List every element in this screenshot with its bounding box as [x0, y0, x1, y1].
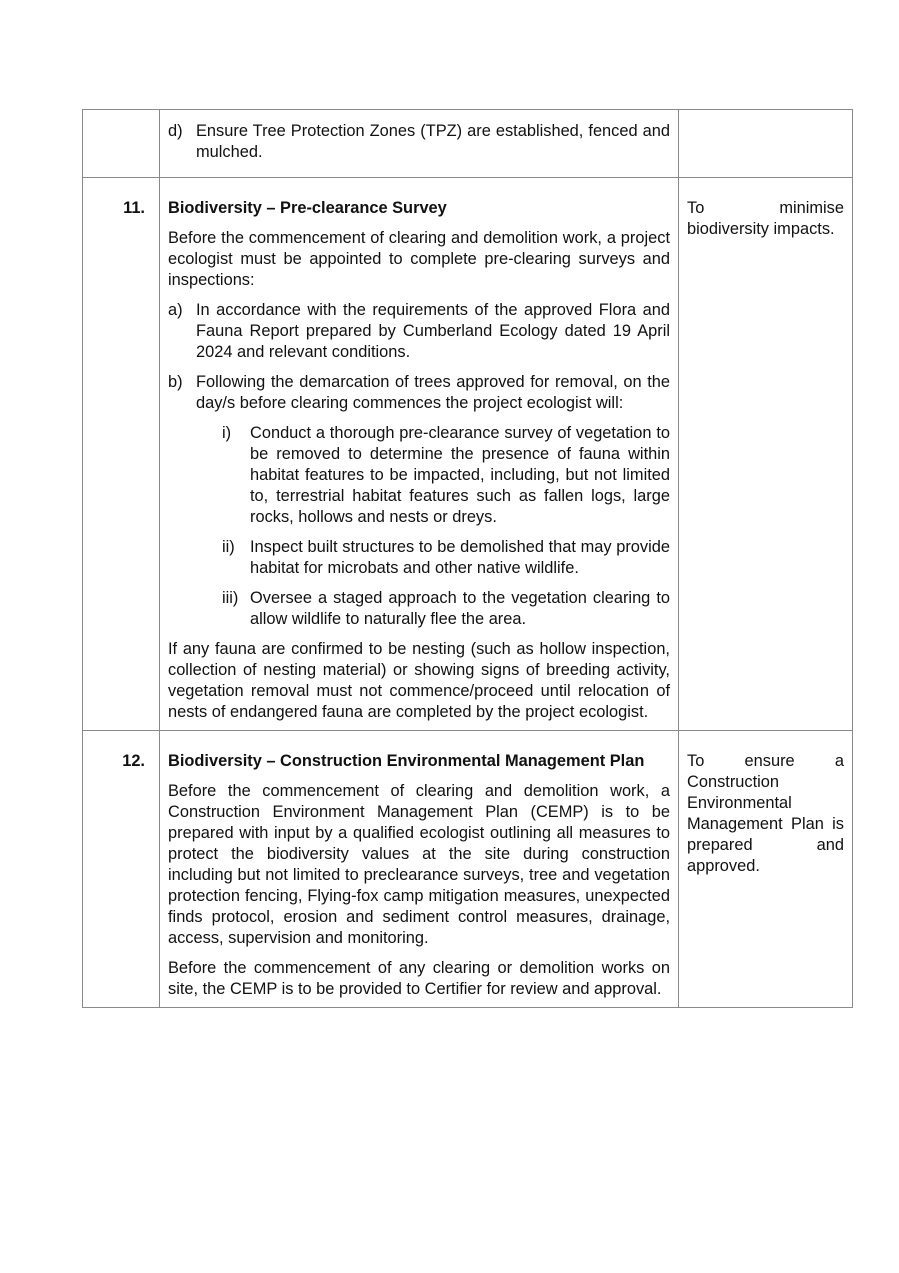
sub-list-item-text: Inspect built structures to be demolished that may provide habitat for microbats and other native wildlife. — [250, 538, 670, 577]
condition-reason-cell — [679, 110, 853, 178]
condition-number: 11. — [123, 199, 145, 217]
condition-paragraph: Before the commencement of any clearing or demolition works on site, the CEMP is to be provided to Certifier for review and approval. — [168, 959, 670, 998]
condition-body-cell — [160, 110, 679, 178]
condition-reason: To minimise biodiversity impacts. — [687, 199, 844, 238]
list-item — [168, 372, 670, 414]
condition-body-cell — [160, 731, 679, 1008]
list-item — [168, 121, 670, 163]
condition-reason-cell — [679, 731, 853, 1008]
table-row — [83, 731, 853, 1008]
sub-list-item — [168, 588, 670, 630]
sub-list-item — [168, 537, 670, 579]
sub-list-item-label: ii) — [222, 538, 235, 556]
list-item-label: d) — [168, 122, 183, 140]
table-row — [83, 110, 853, 178]
condition-reason-cell — [679, 178, 853, 731]
condition-number: 12. — [122, 752, 145, 770]
table-row — [83, 178, 853, 731]
sub-list-item-text: Conduct a thorough pre-clearance survey of vegetation to be removed to determine the presence of fauna within habitat features to be impacted, including, but not limited to, terrestrial habitat features such as fallen logs, large rocks, hollows and nests or dreys. — [250, 424, 670, 526]
list-item-text: In accordance with the requirements of the approved Flora and Fauna Report prepared by Cumberland Ecology dated 19 April 2024 and relevant conditions. — [196, 301, 670, 361]
condition-number-cell — [83, 110, 160, 178]
list-item-label: a) — [168, 301, 183, 319]
sub-list-item-label: i) — [222, 424, 232, 442]
condition-paragraph: Before the commencement of clearing and demolition work, a Construction Environment Management Plan (CEMP) is to be prepared with input by a qualified ecologist outlining all measures to protect the biodiversity values at the site during construction including but not limited to preclearance surveys, tree and vegetation protection fencing, Flying-fox camp mitigation measures, unexpected finds protocol, erosion and sediment control measures, drainage, access, supervision and monitoring. — [168, 782, 670, 947]
condition-title: Biodiversity – Construction Environmental Management Plan — [168, 752, 645, 770]
condition-intro: Before the commencement of clearing and demolition work, a project ecologist must be appointed to complete pre-clearing surveys and inspections: — [168, 229, 670, 289]
sub-list-item-label: iii) — [222, 589, 239, 607]
condition-reason: To ensure a Construction Environmental Management Plan is prepared and approved. — [687, 752, 844, 875]
sub-list-item — [168, 423, 670, 528]
sub-list-item-text: Oversee a staged approach to the vegetation clearing to allow wildlife to naturally flee the area. — [250, 589, 670, 628]
condition-body-cell — [160, 178, 679, 731]
conditions-table — [82, 109, 853, 1008]
condition-closing: If any fauna are confirmed to be nesting (such as hollow inspection, collection of nesting material) or showing signs of breeding activity, vegetation removal must not commence/proceed until relocation of nests of endangered fauna are completed by the project ecologist. — [168, 640, 670, 721]
list-item — [168, 300, 670, 363]
list-item-text: Ensure Tree Protection Zones (TPZ) are established, fenced and mulched. — [196, 122, 670, 161]
condition-title: Biodiversity – Pre-clearance Survey — [168, 199, 447, 217]
condition-number-cell — [83, 178, 160, 731]
list-item-label: b) — [168, 373, 183, 391]
list-item-text: Following the demarcation of trees approved for removal, on the day/s before clearing commences the project ecologist will: — [196, 373, 670, 412]
condition-number-cell — [83, 731, 160, 1008]
